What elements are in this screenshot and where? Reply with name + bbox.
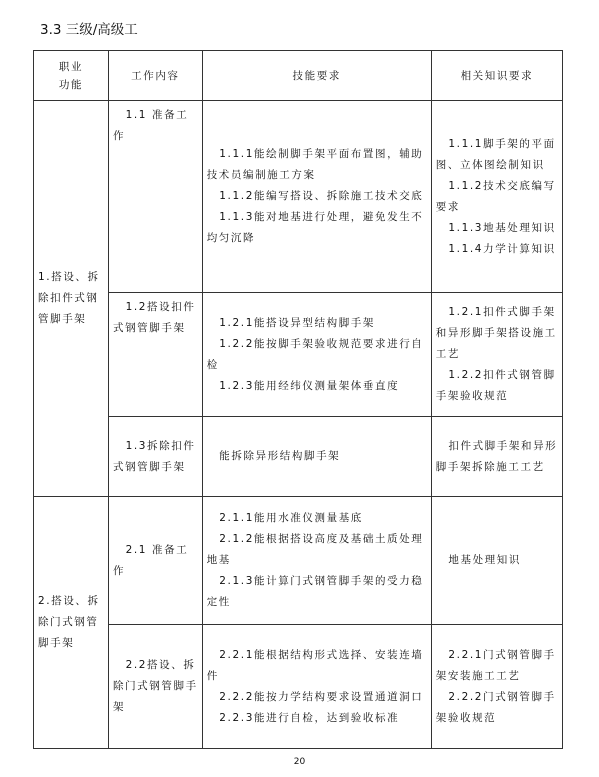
table-row bbox=[34, 101, 563, 293]
skill-1-2-1: 1.2.1能搭设异型结构脚手架 bbox=[219, 316, 375, 329]
content-cell-1-1 bbox=[108, 101, 202, 293]
function-cell-2 bbox=[34, 497, 109, 749]
knowledge-2-1: 地基处理知识 bbox=[448, 554, 521, 566]
skill-cell-2-2 bbox=[202, 625, 431, 749]
knowledge-1-1-1: 1.1.1脚手架的平面图、立体图绘制知识 bbox=[435, 137, 556, 171]
content-cell-2-1 bbox=[108, 497, 202, 625]
content-text-1-1: 1.1 准备工作 bbox=[112, 109, 189, 142]
skill-1-2-2: 1.2.2能按脚手架验收规范要求进行自检 bbox=[206, 337, 424, 371]
table-row bbox=[34, 625, 563, 749]
function-cell-1 bbox=[34, 101, 109, 497]
skill-2-2-2: 2.2.2能按力学结构要求设置通道洞口 bbox=[219, 690, 424, 703]
knowledge-1-1-4: 1.1.4力学计算知识 bbox=[448, 242, 556, 255]
knowledge-cell-2-2 bbox=[431, 625, 562, 749]
knowledge-cell-2-1 bbox=[431, 497, 562, 625]
knowledge-1-1-2: 1.1.2技术交底编写要求 bbox=[435, 179, 556, 213]
header-knowledge: 相关知识要求 bbox=[431, 51, 562, 101]
knowledge-1-2-1: 1.2.1扣件式脚手架和异形脚手架搭设施工工艺 bbox=[435, 306, 557, 360]
page-number: 20 bbox=[293, 757, 306, 767]
content-cell-2-2 bbox=[108, 625, 202, 749]
skill-2-1-3: 2.1.3能计算门式钢管脚手架的受力稳定性 bbox=[206, 575, 424, 608]
skill-1-1-1: 1.1.1能绘制脚手架平面布置图，辅助技术员编制施工方案 bbox=[206, 148, 424, 181]
skill-2-2-1: 2.2.1能根据结构形式选择、安装连墙件 bbox=[206, 648, 424, 682]
skill-cell-1-3 bbox=[202, 417, 431, 497]
knowledge-2-2-1: 2.2.1门式钢管脚手架安装施工工艺 bbox=[435, 648, 556, 682]
content-text-1-3: 1.3拆除扣件式钢管脚手架 bbox=[112, 439, 196, 473]
table-row bbox=[34, 293, 563, 417]
header-function-line1: 职业 bbox=[58, 60, 84, 73]
content-text-2-2: 2.2搭设、拆除门式钢管脚手架 bbox=[112, 659, 198, 713]
table-row bbox=[34, 417, 563, 497]
skill-1-3: 能拆除异形结构脚手架 bbox=[219, 450, 341, 462]
table-row bbox=[34, 497, 563, 625]
skill-1-1-3: 1.1.3能对地基进行处理，避免发生不均匀沉降 bbox=[206, 211, 424, 244]
header-skill: 技能要求 bbox=[202, 51, 431, 101]
header-content: 工作内容 bbox=[108, 51, 202, 101]
skill-cell-1-2 bbox=[202, 293, 431, 417]
header-function-line2: 功能 bbox=[58, 78, 84, 91]
skill-1-2-3: 1.2.3能用经纬仪测量架体垂直度 bbox=[219, 379, 400, 392]
skill-2-1-2: 2.1.2能根据搭设高度及基础土质处理地基 bbox=[206, 533, 424, 566]
content-cell-1-3 bbox=[108, 417, 202, 497]
knowledge-cell-1-3 bbox=[431, 417, 562, 497]
skill-requirements-table bbox=[33, 50, 563, 749]
function-text-2: 2.搭设、拆除门式钢管脚手架 bbox=[38, 595, 100, 649]
content-cell-1-2 bbox=[108, 293, 202, 417]
content-text-2-1: 2.1 准备工作 bbox=[112, 543, 189, 577]
knowledge-cell-1-1 bbox=[431, 101, 562, 293]
section-heading: 3.3 三级/高级工 bbox=[40, 22, 138, 38]
function-text-1: 1.搭设、拆除扣件式钢管脚手架 bbox=[38, 271, 100, 325]
skill-1-1-2: 1.1.2能编写搭设、拆除施工技术交底 bbox=[219, 190, 424, 202]
skill-cell-1-1 bbox=[202, 101, 431, 293]
knowledge-2-2-2: 2.2.2门式钢管脚手架验收规范 bbox=[435, 690, 556, 724]
knowledge-1-3: 扣件式脚手架和异形脚手架拆除施工工艺 bbox=[435, 439, 558, 473]
skill-2-2-3: 2.2.3能进行自检，达到验收标准 bbox=[219, 711, 400, 724]
content-text-1-2: 1.2搭设扣件式钢管脚手架 bbox=[112, 301, 196, 334]
table-header-row bbox=[34, 51, 563, 101]
knowledge-1-2-2: 1.2.2扣件式钢管脚手架验收规范 bbox=[435, 369, 556, 402]
skill-2-1-1: 2.1.1能用水准仪测量基底 bbox=[219, 512, 363, 524]
header-function bbox=[34, 51, 109, 101]
skill-cell-2-1 bbox=[202, 497, 431, 625]
knowledge-1-1-3: 1.1.3地基处理知识 bbox=[448, 221, 556, 234]
knowledge-cell-1-2 bbox=[431, 293, 562, 417]
